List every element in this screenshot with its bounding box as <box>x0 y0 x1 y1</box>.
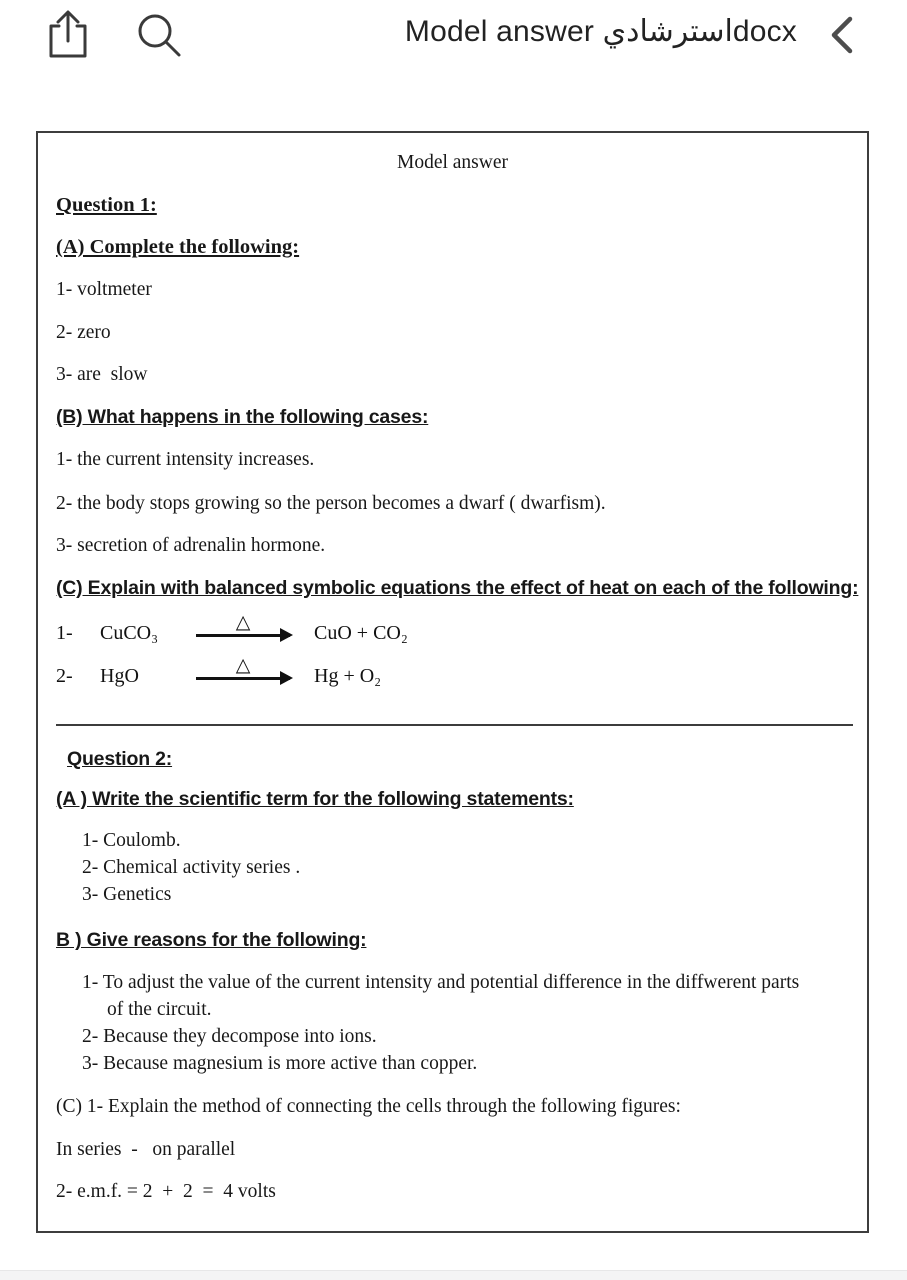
equation-products: CuO + CO₂ <box>314 622 408 644</box>
back-button[interactable] <box>827 12 867 58</box>
arrow-shaft <box>196 677 290 681</box>
q1b-item: 2- the body stops growing so the person becomes a dwarf ( dwarfism). <box>56 493 606 514</box>
q2c-line: 2- e.m.f. = 2 + 2 = 4 volts <box>56 1181 276 1202</box>
chemical-equation <box>56 602 408 646</box>
q1-sectionA-heading: (A) Complete the following: <box>56 236 300 258</box>
app-header <box>0 0 907 76</box>
delta-heat-icon: △ <box>235 610 251 633</box>
q2a-item: 2- Chemical activity series . <box>82 857 301 878</box>
q2a-item: 3- Genetics <box>82 884 172 905</box>
q1a-item: 1- voltmeter <box>56 279 152 300</box>
chevron-left-icon <box>827 15 867 55</box>
q2b-item: 2- Because they decompose into ions. <box>82 1026 377 1047</box>
question1-heading: Question 1: <box>56 194 157 216</box>
equation-label: 1- <box>56 622 73 644</box>
equation-label: 2- <box>56 665 73 687</box>
q1a-item: 2- zero <box>56 322 111 343</box>
arrow-shaft <box>196 634 290 638</box>
chemical-equation <box>56 645 381 689</box>
q2c-line: In series - on parallel <box>56 1139 236 1160</box>
q1b-item: 1- the current intensity increases. <box>56 449 315 470</box>
document-viewport[interactable] <box>0 100 907 1270</box>
page-title: Model answer <box>396 152 508 173</box>
bottom-bar <box>0 1270 907 1280</box>
q2-sectionA-heading: (A ) Write the scientific term for the following statements: <box>56 788 574 810</box>
section-divider <box>56 724 853 726</box>
q1-sectionC-heading: (C) Explain with balanced symbolic equations the effect of heat on each of the following: <box>56 577 859 599</box>
delta-heat-icon: △ <box>235 653 251 676</box>
document-title: Model answer استرشاديdocx <box>404 15 797 48</box>
share-export-icon <box>44 8 92 60</box>
q2a-item: 1- Coulomb. <box>82 830 181 851</box>
q2b-item: 3- Because magnesium is more active than copper. <box>82 1053 478 1074</box>
q2b-item: 1- To adjust the value of the current intensity and potential difference in the diffwerent parts <box>82 972 800 993</box>
document-page <box>36 131 869 1233</box>
question2-heading: Question 2: <box>67 748 173 770</box>
equation-reactant: HgO <box>100 665 139 687</box>
q2-sectionB-heading: B ) Give reasons for the following: <box>56 929 367 951</box>
q1b-item: 3- secretion of adrenalin hormone. <box>56 535 326 556</box>
magnifier-icon <box>134 10 184 60</box>
equation-products: Hg + O₂ <box>314 665 382 687</box>
reaction-arrow <box>196 610 290 638</box>
q1-sectionB-heading: (B) What happens in the following cases: <box>56 406 429 428</box>
search-button[interactable] <box>134 10 184 60</box>
share-button[interactable] <box>44 8 92 60</box>
q2b-item-continuation: of the circuit. <box>107 999 212 1020</box>
q2c-line: (C) 1- Explain the method of connecting the cells through the following figures: <box>56 1096 681 1117</box>
q1a-item: 3- are slow <box>56 364 148 385</box>
equation-reactant: CuCO₃ <box>100 622 159 644</box>
reaction-arrow <box>196 653 290 681</box>
